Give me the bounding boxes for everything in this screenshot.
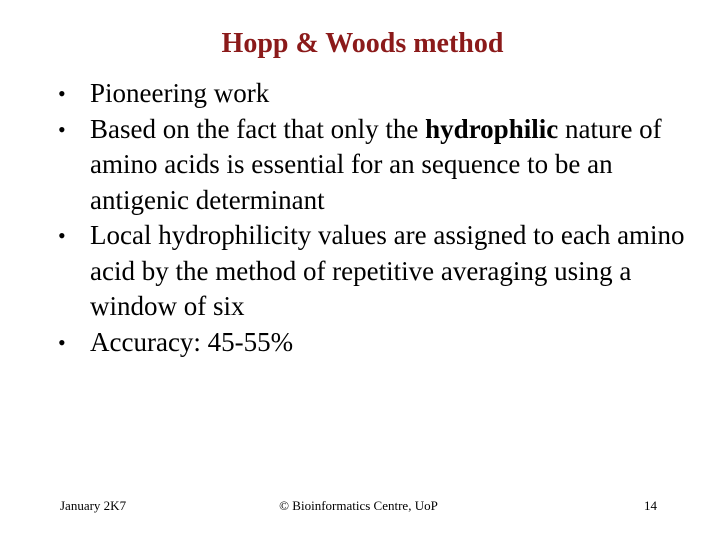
bullet-text-after: nature of amino acids is essential for an sequence to be an antigenic determinant bbox=[90, 113, 662, 215]
bullet-text-before: Based on the fact that only the bbox=[90, 113, 426, 144]
bullet-icon: • bbox=[58, 223, 66, 248]
footer-credit bbox=[0, 498, 720, 514]
bullet-item-accuracy bbox=[58, 325, 698, 361]
page-number: 14 bbox=[644, 498, 657, 513]
bullet-item-hydrophilicity bbox=[58, 218, 698, 325]
slide-title-text: Hopp & Woods method bbox=[221, 28, 504, 59]
bullet-text: Local hydrophilicity values are assigned to each amino acid by the method of repetitive averaging using a window of six bbox=[90, 220, 685, 321]
bullet-icon: • bbox=[58, 116, 66, 142]
bullet-icon: • bbox=[58, 329, 66, 355]
bullet-text-emphasis: hydrophilic bbox=[425, 113, 559, 144]
slide-title bbox=[0, 26, 720, 62]
bullet-item-hydrophilic bbox=[58, 112, 698, 219]
bullet-item-pioneering bbox=[58, 76, 698, 112]
bullet-list bbox=[58, 76, 698, 360]
bullet-text: Accuracy: 45-55% bbox=[90, 326, 294, 357]
footer-date: January 2K7 bbox=[60, 498, 127, 513]
bullet-icon: • bbox=[58, 81, 66, 106]
bullet-text: Pioneering work bbox=[90, 78, 270, 108]
footer-credit-text: © Bioinformatics Centre, UoP bbox=[279, 498, 438, 513]
